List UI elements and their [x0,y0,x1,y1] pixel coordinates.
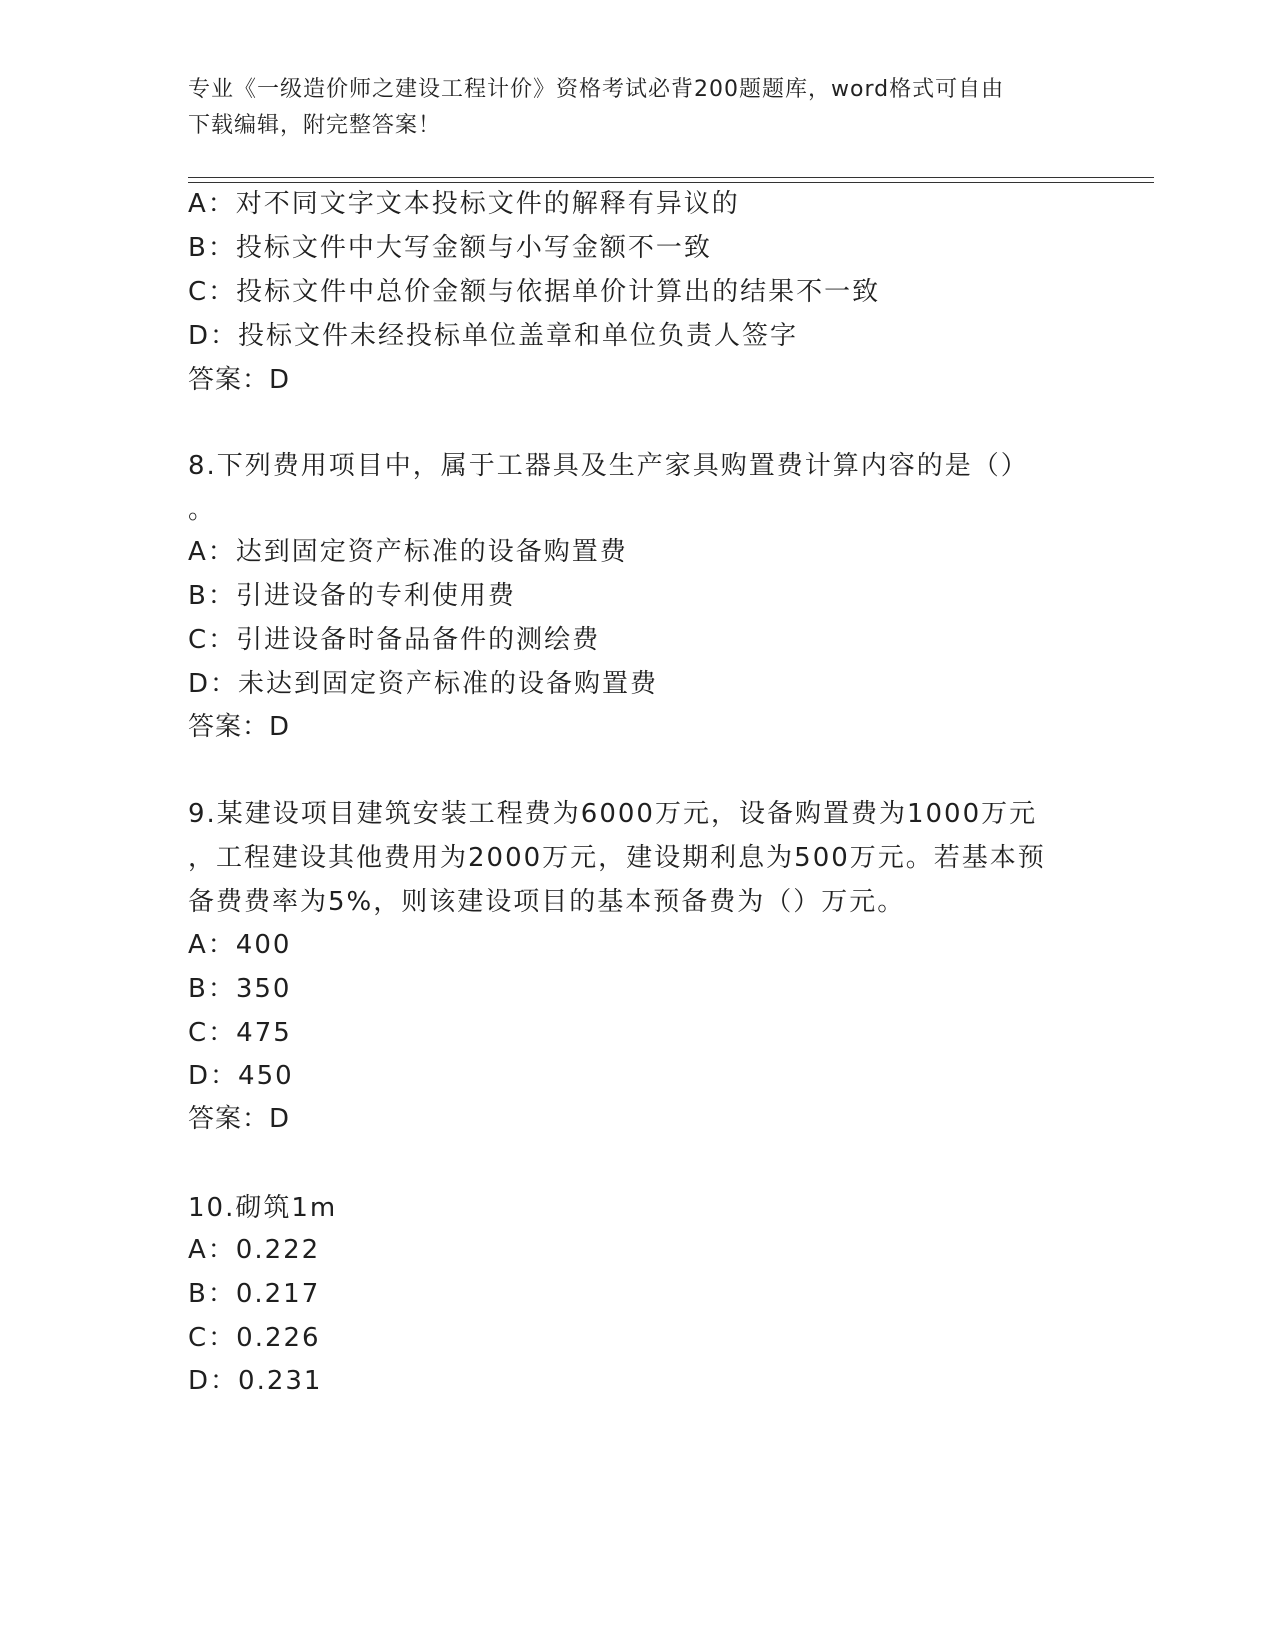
q7-option-a: A：对不同文字文本投标文件的解释有异议的 [188,189,740,219]
q8-answer: 答案：D [188,712,291,742]
q8-option-c: C：引进设备时备品备件的测绘费 [188,625,601,655]
q9-answer: 答案：D [188,1104,291,1134]
q7-answer: 答案：D [188,365,291,395]
q9-option-d: D：450 [188,1061,294,1091]
header-divider-bottom [188,182,1154,183]
header-line-1: 专业《一级造价师之建设工程计价》资格考试必背200题题库，word格式可自由 [188,77,1005,102]
q10-stem-line-1: 10.砌筑1m [188,1193,338,1223]
q7-option-d: D：投标文件未经投标单位盖章和单位负责人签字 [188,321,799,351]
q9-option-c: C：475 [188,1018,292,1048]
q9-option-a: A：400 [188,930,292,960]
q8-stem-line-1: 8.下列费用项目中，属于工器具及生产家具购置费计算内容的是（） [188,451,1029,481]
q10-option-a: A：0.222 [188,1235,321,1265]
q8-option-d: D：未达到固定资产标准的设备购置费 [188,669,659,699]
q10-option-b: B：0.217 [188,1279,321,1309]
q9-stem-line-3: 备费费率为5%，则该建设项目的基本预备费为（）万元。 [188,887,906,917]
document-header [188,72,1088,144]
q9-stem-line-1: 9.某建设项目建筑安装工程费为6000万元，设备购置费为1000万元 [188,799,1038,829]
header-divider-top [188,177,1154,178]
q7-option-b: B：投标文件中大写金额与小写金额不一致 [188,233,712,263]
q8-option-a: A：达到固定资产标准的设备购置费 [188,537,628,567]
q10-option-c: C：0.226 [188,1323,321,1353]
header-line-2: 下载编辑，附完整答案！ [188,113,442,138]
q8-stem-line-2: 。 [188,495,217,525]
q7-option-c: C：投标文件中总价金额与依据单价计算出的结果不一致 [188,277,881,307]
q9-stem-line-2: ，工程建设其他费用为2000万元，建设期利息为500万元。若基本预 [188,843,1046,873]
q8-option-b: B：引进设备的专利使用费 [188,581,516,611]
q9-option-b: B：350 [188,974,292,1004]
q10-option-d: D：0.231 [188,1366,323,1396]
